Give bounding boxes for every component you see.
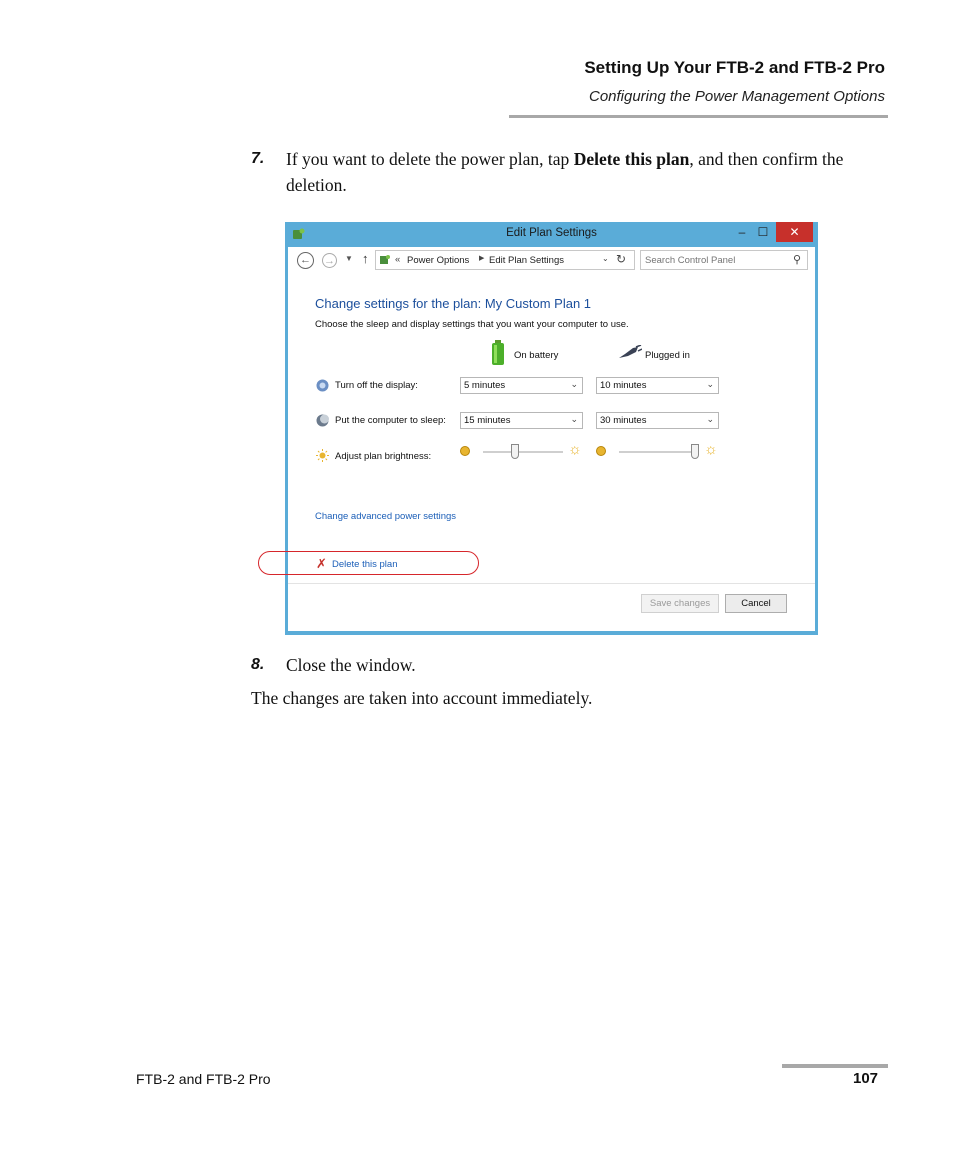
breadcrumb-power-options[interactable]: Power Options	[407, 255, 470, 266]
close-button[interactable]: ✕	[776, 222, 813, 242]
brightness-plugged-in-slider[interactable]	[596, 441, 720, 466]
forward-arrow-icon[interactable]: →	[324, 255, 335, 267]
plan-heading: Change settings for the plan: My Custom Plan 1	[315, 296, 592, 311]
step-text-part: , and then confirm the deletion.	[286, 149, 844, 195]
step-7	[251, 146, 876, 198]
display-on-battery-select[interactable]	[460, 377, 583, 394]
plan-description: Choose the sleep and display settings that you want your computer to use.	[315, 319, 629, 330]
save-changes-button[interactable]: Save changes	[641, 594, 719, 613]
address-box[interactable]	[375, 250, 635, 270]
refresh-icon[interactable]: ↻	[616, 252, 627, 266]
running-header-title: Setting Up Your FTB-2 and FTB-2 Pro	[584, 58, 885, 77]
selected-value: 15 minutes	[464, 415, 511, 426]
slider-thumb[interactable]	[691, 444, 699, 459]
change-advanced-settings-link[interactable]: Change advanced power settings	[315, 511, 457, 522]
running-header-subtitle: Configuring the Power Management Options	[588, 88, 885, 105]
control-panel-icon	[379, 254, 391, 266]
step-number: 7.	[251, 150, 265, 167]
delete-this-plan-link[interactable]: Delete this plan	[332, 559, 398, 570]
dim-sun-icon	[460, 446, 470, 456]
footer-divider	[288, 583, 815, 584]
page-number: 107	[853, 1070, 879, 1087]
sleep-moon-icon	[316, 414, 329, 427]
sleep-plugged-in-select[interactable]	[596, 412, 719, 429]
cancel-button[interactable]: Cancel	[725, 594, 787, 613]
step-text: Close the window.	[286, 655, 416, 675]
plug-icon	[617, 345, 642, 360]
search-box[interactable]	[640, 250, 808, 270]
content-pane	[288, 276, 815, 631]
recent-locations-icon[interactable]: ▼	[345, 254, 353, 263]
display-plugged-in-select[interactable]	[596, 377, 719, 394]
slider-track	[619, 451, 699, 453]
header-rule	[509, 115, 888, 118]
brightness-sun-icon	[316, 449, 329, 462]
title-bar[interactable]	[285, 222, 818, 247]
search-icon[interactable]: ⚲	[792, 254, 801, 266]
selected-value: 5 minutes	[464, 380, 506, 391]
brightness-label: Adjust plan brightness:	[335, 451, 432, 462]
brightness-on-battery-slider[interactable]	[460, 441, 584, 466]
back-arrow-icon[interactable]: ←	[297, 252, 314, 269]
step-bold-term: Delete this plan	[573, 149, 690, 169]
breadcrumb-edit-plan-settings[interactable]: Edit Plan Settings	[489, 255, 564, 266]
address-dropdown-icon[interactable]: ⌄	[602, 254, 609, 263]
chevron-down-icon: ⌄	[706, 414, 714, 424]
dim-sun-icon	[596, 446, 606, 456]
delete-x-icon[interactable]: ✗	[316, 556, 327, 571]
footer-product-name: FTB-2 and FTB-2 Pro	[136, 1071, 271, 1087]
search-input[interactable]	[645, 255, 785, 266]
delete-callout-highlight	[258, 551, 479, 575]
footer-rule	[782, 1064, 888, 1068]
bright-sun-icon: ☼	[568, 441, 582, 458]
window-title: Edit Plan Settings	[506, 227, 597, 239]
bright-sun-icon: ☼	[704, 441, 718, 458]
column-on-battery: On battery	[514, 350, 559, 361]
selected-value: 30 minutes	[600, 415, 647, 426]
selected-value: 10 minutes	[600, 380, 647, 391]
up-arrow-icon[interactable]: ↑	[362, 251, 369, 266]
minimize-button[interactable]: –	[738, 225, 746, 239]
display-label: Turn off the display:	[335, 380, 418, 391]
chevron-down-icon: ⌄	[570, 379, 578, 389]
display-icon	[316, 379, 329, 392]
chevron-down-icon: ⌄	[706, 379, 714, 389]
conclusion-text: The changes are taken into account immediately.	[251, 688, 593, 708]
address-bar	[288, 247, 815, 276]
slider-track	[483, 451, 563, 453]
maximize-button[interactable]: ☐	[757, 225, 769, 239]
sleep-label: Put the computer to sleep:	[335, 415, 446, 426]
slider-thumb[interactable]	[511, 444, 519, 459]
chevron-down-icon: ⌄	[570, 414, 578, 424]
column-plugged-in: Plugged in	[645, 350, 690, 361]
breadcrumb-overflow-icon[interactable]: «	[395, 254, 401, 265]
step-number: 8.	[251, 656, 265, 673]
step-text-part: If you want to delete the power plan, tap	[286, 149, 574, 169]
step-8	[251, 652, 876, 678]
step-text	[286, 146, 876, 198]
battery-icon	[491, 340, 505, 366]
breadcrumb-separator-icon[interactable]: ▶	[479, 255, 485, 262]
sleep-on-battery-select[interactable]	[460, 412, 583, 429]
